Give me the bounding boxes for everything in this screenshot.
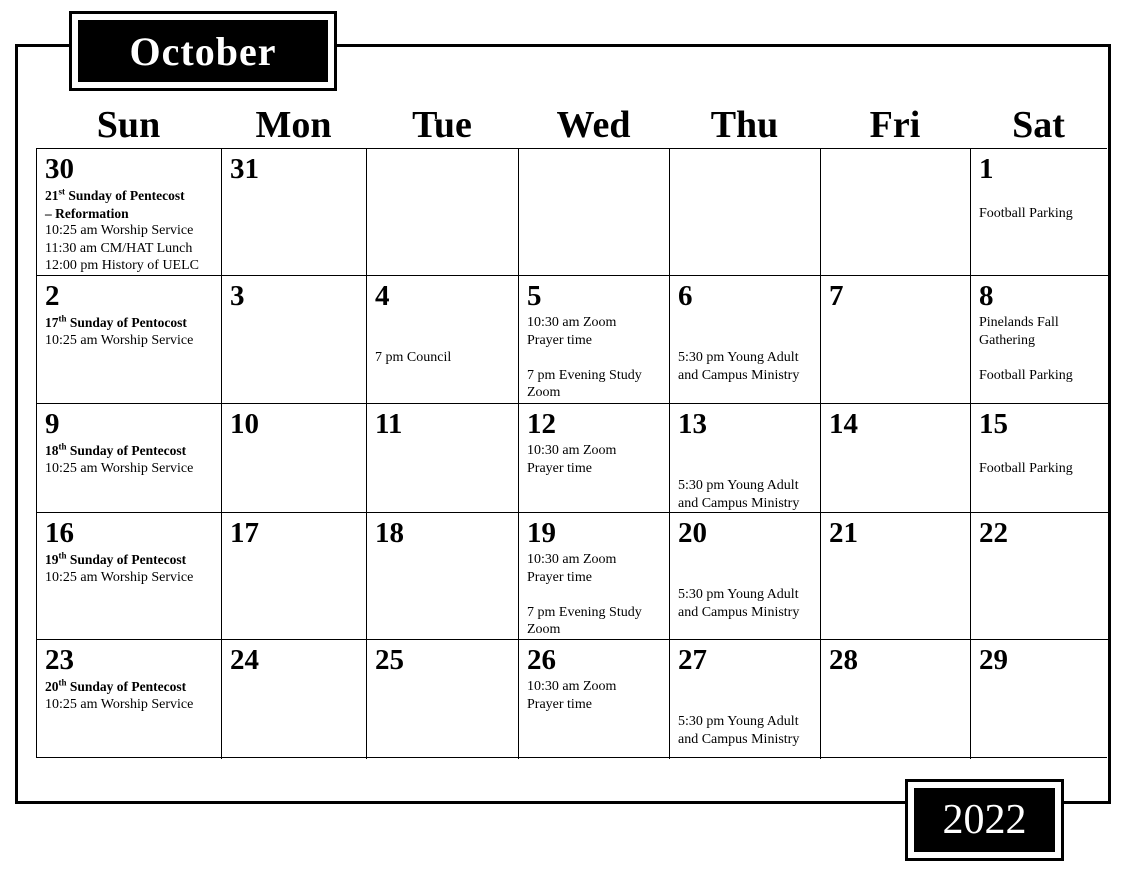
line-spacer: [527, 349, 669, 367]
event-text: 5:30 pm Young Adult: [678, 350, 799, 365]
day-number: 5: [527, 280, 542, 312]
day-number: 9: [45, 408, 60, 440]
day-number: 12: [527, 408, 556, 440]
event-text: Prayer time: [527, 696, 592, 712]
ordinal-number: 20: [45, 679, 59, 694]
day-cell[interactable]: [519, 404, 670, 513]
day-number: 23: [45, 644, 74, 676]
ordinal-suffix: th: [58, 441, 67, 452]
line-spacer: [678, 442, 820, 460]
day-number: 24: [230, 644, 259, 676]
day-number: 25: [375, 644, 404, 676]
event-text: Pinelands Fall: [979, 315, 1059, 330]
day-cell[interactable]: [971, 404, 1108, 513]
ordinal-suffix: st: [58, 186, 65, 197]
day-cell[interactable]: [971, 513, 1108, 640]
day-number: 17: [230, 517, 259, 549]
day-cell[interactable]: [37, 640, 222, 759]
day-number: [527, 153, 669, 187]
ordinal-suffix: th: [58, 550, 67, 561]
line-spacer: [375, 332, 518, 350]
event-title: [45, 551, 221, 569]
event-text: Prayer time: [527, 569, 592, 585]
day-cell[interactable]: [670, 149, 821, 276]
day-number: 11: [375, 408, 403, 440]
day-cell[interactable]: [222, 149, 367, 276]
ordinal-number: 17: [45, 315, 59, 330]
month-badge: [69, 11, 337, 91]
day-cell[interactable]: [821, 404, 971, 513]
day-number: 13: [678, 408, 707, 440]
event-title-text: Sunday of Pentecost: [66, 443, 187, 458]
line-spacer: [527, 586, 669, 604]
day-number: [375, 153, 518, 187]
day-number: 14: [829, 408, 858, 440]
day-number: 10: [230, 408, 259, 440]
event-text: 5:30 pm Young Adult: [678, 714, 799, 729]
ordinal-suffix: th: [58, 313, 67, 324]
event-text: 10:30 am Zoom: [527, 679, 617, 694]
day-cell[interactable]: [971, 149, 1108, 276]
event-title-text: Sunday of Pentecost: [66, 552, 187, 567]
event-title: – Reformation: [45, 205, 129, 221]
event-text: 10:25 am Worship Service: [45, 569, 194, 585]
event-title: [45, 678, 221, 696]
event-text: 10:25 am Worship Service: [45, 223, 194, 238]
day-number: 31: [230, 153, 259, 185]
day-cell[interactable]: [37, 404, 222, 513]
day-cell[interactable]: [821, 149, 971, 276]
line-spacer: [375, 314, 518, 332]
event-text: Zoom: [527, 385, 561, 400]
weekday-fri: Fri: [869, 104, 921, 146]
day-number: 27: [678, 644, 707, 676]
day-number: 6: [678, 280, 693, 312]
event-text: and Campus Ministry: [678, 731, 800, 747]
event-text: and Campus Ministry: [678, 495, 800, 511]
day-cell[interactable]: [222, 404, 367, 513]
day-number: 2: [45, 280, 60, 312]
day-number: 16: [45, 517, 74, 549]
day-cell[interactable]: [367, 149, 519, 276]
event-title: [45, 187, 221, 205]
day-cell[interactable]: [37, 276, 222, 404]
event-text: Football Parking: [979, 367, 1073, 383]
event-text: Prayer time: [527, 332, 592, 348]
year-badge: [905, 779, 1064, 861]
day-number: 21: [829, 517, 858, 549]
day-number: 8: [979, 280, 994, 312]
event-text: Gathering: [979, 332, 1035, 348]
month-title: October: [78, 20, 328, 82]
day-number: 18: [375, 517, 404, 549]
day-cell[interactable]: [670, 513, 821, 640]
event-title-text: Sunday of Pentecost: [65, 188, 185, 203]
event-title: [45, 314, 221, 332]
day-cell[interactable]: [222, 513, 367, 640]
day-cell[interactable]: [222, 640, 367, 759]
day-cell[interactable]: [367, 640, 519, 759]
event-title-text: Sunday of Pentecost: [66, 679, 187, 694]
ordinal-number: 18: [45, 443, 59, 458]
day-number: 15: [979, 408, 1008, 440]
event-text: Football Parking: [979, 205, 1073, 221]
event-text: Prayer time: [527, 460, 592, 476]
line-spacer: [678, 332, 820, 350]
weekday-sun: Sun: [96, 104, 161, 146]
day-cell[interactable]: [367, 276, 519, 404]
line-spacer: [678, 696, 820, 714]
calendar-grid: [36, 148, 1107, 758]
day-number: 22: [979, 517, 1008, 549]
weekday-thu: Thu: [710, 104, 779, 146]
event-text: 10:30 am Zoom: [527, 443, 617, 458]
day-cell[interactable]: [670, 404, 821, 513]
day-cell[interactable]: [821, 640, 971, 759]
event-text: 5:30 pm Young Adult: [678, 478, 799, 493]
event-text: Football Parking: [979, 460, 1073, 476]
line-spacer: [678, 678, 820, 696]
day-cell[interactable]: [519, 149, 670, 276]
day-number: 20: [678, 517, 707, 549]
ordinal-suffix: th: [58, 677, 67, 688]
day-number: 4: [375, 280, 390, 312]
day-cell[interactable]: [821, 513, 971, 640]
day-number: 7: [829, 280, 844, 312]
day-number: 28: [829, 644, 858, 676]
line-spacer: [979, 442, 1108, 460]
day-number: 29: [979, 644, 1008, 676]
day-number: 26: [527, 644, 556, 676]
weekday-wed: Wed: [556, 104, 631, 146]
weekday-tue: Tue: [412, 104, 472, 146]
day-cell[interactable]: [971, 276, 1108, 404]
day-number: 30: [45, 153, 74, 185]
day-cell[interactable]: [821, 276, 971, 404]
day-number: 19: [527, 517, 556, 549]
day-cell[interactable]: [670, 276, 821, 404]
day-cell[interactable]: [519, 513, 670, 640]
day-cell[interactable]: [971, 640, 1108, 759]
day-cell[interactable]: [222, 276, 367, 404]
event-text: 5:30 pm Young Adult: [678, 587, 799, 602]
event-text: 10:30 am Zoom: [527, 552, 617, 567]
weekday-mon: Mon: [255, 104, 332, 146]
day-number: [829, 153, 970, 187]
day-cell[interactable]: [367, 513, 519, 640]
event-text: 10:30 am Zoom: [527, 315, 617, 330]
event-text: and Campus Ministry: [678, 604, 800, 620]
event-text: 10:25 am Worship Service: [45, 332, 194, 348]
weekday-sat: Sat: [1012, 104, 1065, 146]
event-text: 10:25 am Worship Service: [45, 696, 194, 712]
event-text: and Campus Ministry: [678, 367, 800, 383]
day-cell[interactable]: [37, 149, 222, 276]
day-cell[interactable]: [519, 640, 670, 759]
event-text: 7 pm Evening Study: [527, 367, 642, 383]
event-text: 10:25 am Worship Service: [45, 460, 194, 476]
line-spacer: [678, 551, 820, 569]
ordinal-number: 21: [45, 188, 59, 203]
event-text: Zoom: [527, 622, 561, 637]
day-number: 1: [979, 153, 994, 185]
event-text: 12:00 pm History of UELC: [45, 258, 199, 273]
day-number: 3: [230, 280, 245, 312]
line-spacer: [678, 314, 820, 332]
day-cell[interactable]: [519, 276, 670, 404]
day-cell[interactable]: [37, 513, 222, 640]
day-cell[interactable]: [367, 404, 519, 513]
ordinal-number: 19: [45, 552, 59, 567]
event-title-text: Sunday of Pentocost: [66, 315, 187, 330]
line-spacer: [678, 569, 820, 587]
line-spacer: [979, 349, 1108, 367]
day-number: [678, 153, 820, 187]
event-text: 7 pm Council: [375, 350, 452, 365]
line-spacer: [979, 187, 1108, 205]
day-cell[interactable]: [670, 640, 821, 759]
event-title: [45, 442, 221, 460]
line-spacer: [678, 460, 820, 478]
event-text: 7 pm Evening Study: [527, 604, 642, 620]
year-title: 2022: [914, 788, 1055, 852]
event-text: 11:30 am CM/HAT Lunch: [45, 240, 193, 256]
